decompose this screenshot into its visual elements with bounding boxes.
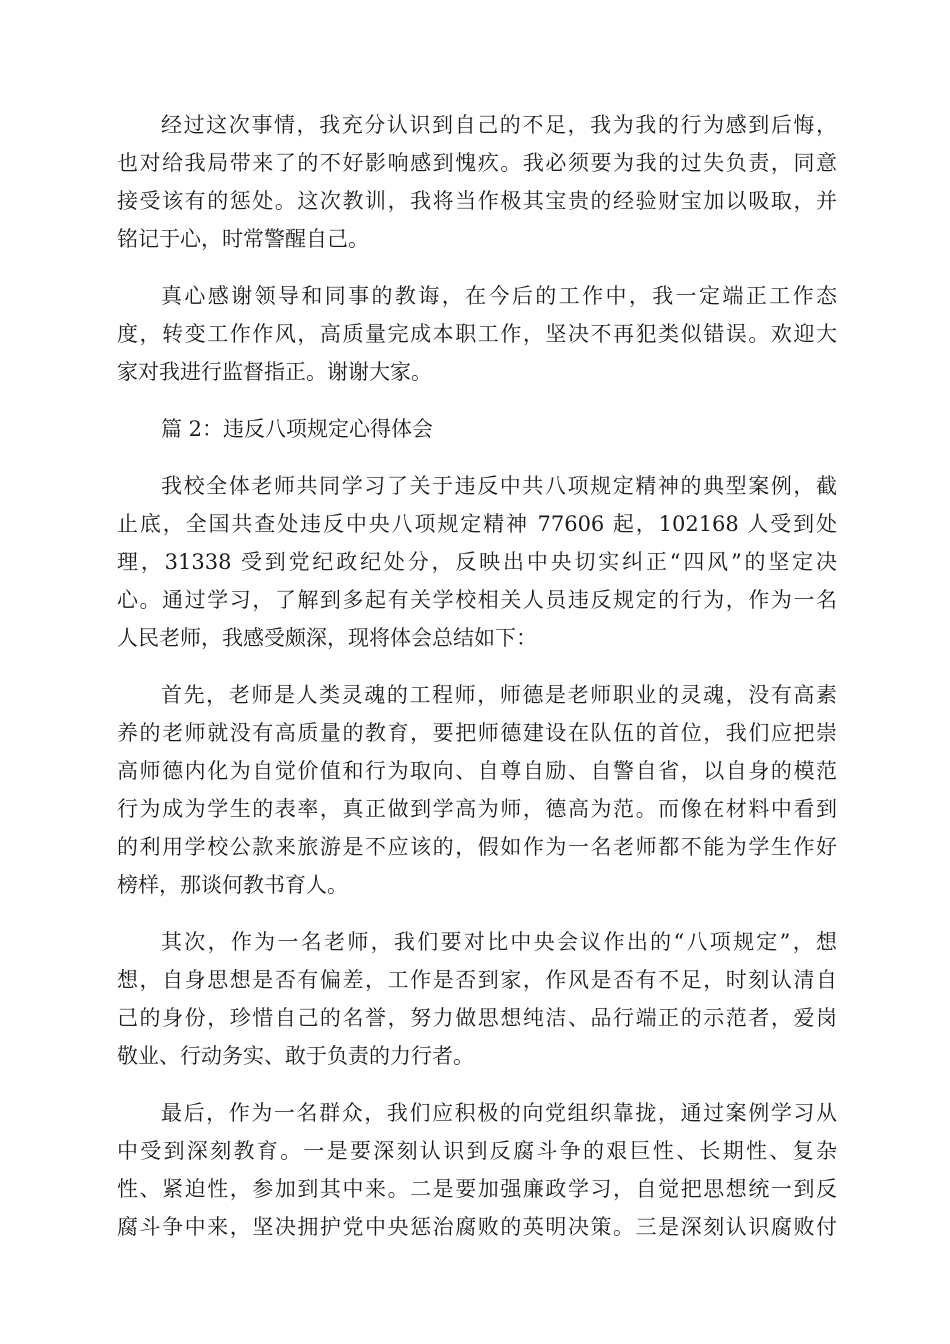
text-line: 其次，作为一名老师，我们要对比中央会议作出的“八项规定”，想 [161,930,837,954]
paragraph [117,923,837,1075]
section-heading [117,410,837,448]
text-line: 我校全体老师共同学习了关于违反中共八项规定精神的典型案例，截 [161,474,837,498]
text-line: 止底，全国共查处违反中央八项规定精神 77606 起，102168 人受到处 [117,512,837,536]
text-line: 铭记于心，时常警醒自己。 [117,227,369,251]
text-line: 首先，老师是人类灵魂的工程师，师德是老师职业的灵魂，没有高素 [161,683,837,707]
text-line: 度，转变工作作风，高质量完成本职工作，坚决不再犯类似错误。欢迎大 [117,322,837,346]
text-line: 人民老师，我感受颇深，现将体会总结如下： [117,626,537,650]
paragraph [117,1094,837,1246]
text-line: 也对给我局带来了的不好影响感到愧疚。我必须要为我的过失负责，同意 [117,151,837,175]
text-line: 高师德内化为自觉价值和行为取向、自尊自励、自警自省，以自身的模范 [117,759,837,783]
text-line: 真心感谢领导和同事的教诲，在今后的工作中，我一定端正工作态 [161,284,837,308]
text-line: 理，31338 受到党纪政纪处分，反映出中央切实纠正“四风”的坚定决 [117,550,837,574]
text-line: 心。通过学习，了解到多起有关学校相关人员违反规定的行为，作为一名 [117,588,837,612]
text-line: 敬业、行动务实、敢于负责的力行者。 [117,1044,474,1068]
text-line: 经过这次事情，我充分认识到自己的不足，我为我的行为感到后悔， [161,113,837,137]
text-line: 想，自身思想是否有偏差，工作是否到家，作风是否有不足，时刻认清自 [117,968,837,992]
text-line: 中受到深刻教育。一是要深刻认识到反腐斗争的艰巨性、长期性、复杂 [117,1139,837,1163]
text-line: 的利用学校公款来旅游是不应该的，假如作为一名老师都不能为学生作好 [117,835,837,859]
paragraph [117,106,837,258]
text-line: 接受该有的惩处。这次教训，我将当作极其宝贵的经验财宝加以吸取，并 [117,189,837,213]
text-line: 腐斗争中来，坚决拥护党中央惩治腐败的英明决策。三是深刻认识腐败付 [117,1215,837,1239]
text-line: 性、紧迫性，参加到其中来。二是要加强廉政学习，自觉把思想统一到反 [117,1177,837,1201]
paragraph [117,277,837,391]
paragraph [117,467,837,657]
document-body [117,106,837,1246]
text-line: 养的老师就没有高质量的教育，要把师德建设在队伍的首位，我们应把崇 [117,721,837,745]
text-line: 最后，作为一名群众，我们应积极的向党组织靠拢，通过案例学习从 [161,1101,837,1125]
section-heading-text: 篇 2：违反八项规定心得体会 [161,417,434,441]
text-line: 榜样，那谈何教书育人。 [117,873,348,897]
paragraph [117,676,837,904]
text-line: 行为成为学生的表率，真正做到学高为师，德高为范。而像在材料中看到 [117,797,837,821]
text-line: 己的身份，珍惜自己的名誉，努力做思想纯洁、品行端正的示范者，爱岗 [117,1006,837,1030]
text-line: 家对我进行监督指正。谢谢大家。 [117,360,432,384]
